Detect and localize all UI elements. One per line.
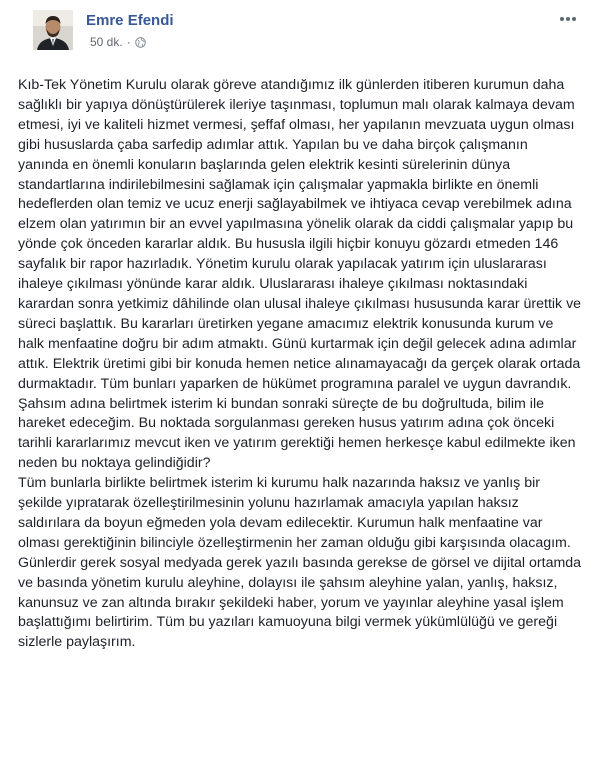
more-options-icon[interactable] [556, 10, 580, 28]
post-body [18, 76, 582, 653]
post-meta [90, 35, 146, 49]
post-timestamp[interactable]: 50 dk. [90, 35, 123, 49]
post-header [18, 0, 582, 62]
avatar[interactable] [33, 10, 73, 50]
post-paragraph-2: Tüm bunlarla birlikte belirtmek isterim ki kurumu halk nazarında haksız ve yanlış bir şekilde yıpratarak özelleştirilmesinin yolunu hazırlamak amacıyla yapılan haksız saldırılara da boyun eğmeden yola devam edilecektir. Kurumun halk menfaatine var olması gerektiğinin bilinciyle özelleştirmenin her zaman olduğu gibi karşısında olacagım. Günlerdir gerek sosyal medyada gerek yazılı basında gerekse de görsel ve dijital ortamda ve basında yönetim kurulu aleyhine, dolayısı ile şahsım aleyhine yalan, yanlış, haksız, kanunsuz ve zan altında bırakır şekildeki haber, yorum ve yayınlar aleyhine yasal işlem başlattığımı belirtirim. Tüm bu yazıları kamuoyuna bilgi vermek yükümlülüğü ve gereği sizlerle paylaşırım. [18, 475, 582, 651]
post-paragraph-1: Kıb-Tek Yönetim Kurulu olarak göreve atandığımız ilk günlerden itiberen kurumun daha sağlıklı bir yapıya dönüştürülerek ileriye taşınması, toplumun malı olarak kalmaya devam etmesi, iyi ve kaliteli hizmet vermesi, şeffaf olması, her yapılanın mevzuata uygun olması gibi hususlarda çaba sarfedip adımlar attık. Yapılan bu ve daha birçok çalışmanın yanında en önemli konuların başlarında gelen elektrik kesinti sürelerinin dünya standartlarına indirilebilmesini sağlamak için çalışmalar yapmakla birlikte en önemli hedeflerden olan temiz ve ucuz enerji sağlayabilmek ve ihtiyaca cevap verebilmek adına elzem olan yatırımın bir an evvel yapılmasına yönelik olarak da ciddi çalışmalar yapıp bu yönde çok önceden kararlar aldık. Bu hususla ilgili hiçbir konuyu gözardı etmeden 146 sayfalık bir rapor hazırladık. Yönetim kurulu olarak yapılacak yatırım için uluslararası ihaleye çıkılması yönünde karar aldık. Uluslararası ihaleye çıkılması noktasındaki karardan sonra yetkimiz dâhilinde olan ulusal ihaleye çıkılması hususunda karar ürettik ve süreci başlattık. Bu kararları üretirken yegane amacımız elektrik konusunda kurum ve halk menfaatine doğru bir adım atmaktı. Günü kurtarmak için değil gelecek adına adımlar attık. Elektrik üretimi gibi bir konuda hemen netice alınamayacağı da gerçek olarak ortada durmaktadır. Tüm bunları yaparken de hükümet programına paralel ve uygun davrandık. Şahsım adına belirtmek isterim ki bundan sonraki süreçte de bu doğrultuda, bilim ile hareket edeceğim. Bu noktada sorgulanması gereken husus yatırım adına çok önceki tarihli kararlarımız mevcut iken ve yatırım gerektiği hemen herkesçe kabul edilmekte iken neden bu noktaya gelindiğidir? [18, 77, 582, 472]
meta-separator: · [126, 35, 131, 49]
author-name[interactable]: Emre Efendi [86, 12, 174, 29]
avatar-image [33, 10, 73, 50]
globe-icon[interactable] [135, 37, 146, 48]
